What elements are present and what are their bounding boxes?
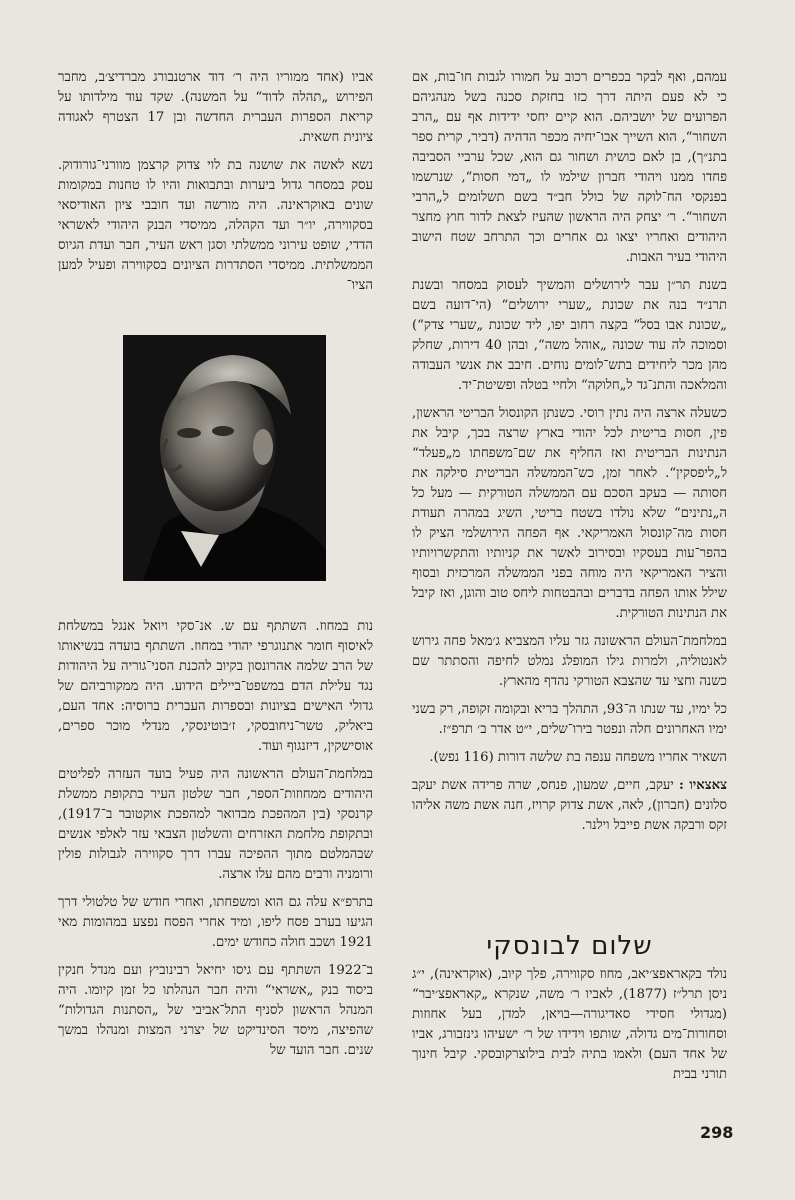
left-bottom-column — [58, 617, 373, 1069]
paragraph: אביו (אחד ממוריו היה ר׳ דוד ארטנבורג מברדיצ׳ב, מחבר הפירוש „תהלה לדוד“ על המשנה). שקד עוד מילדותו על קריאת הספרות העברית החדשה ובן 17 הצטרף לאגודה ציונית חשאית. — [58, 70, 373, 145]
paragraph: ב־1922 השתתף עם גיסו יחיאל רבינוביץ ועם מנדל חנקין ביסוד בנק „אשראי“ והיה חבר הנהלתו כל זמן קיומו. היה המנהל הראשון לסניף התל־אביבי של „הסתנות הגדולות“ שהפיצה, מיסד הסינדיקט של יצרני המצות ומנהלו במשך שנים. חבר הועד של — [58, 963, 373, 1058]
section-title: שלום לבונסקי — [486, 931, 653, 961]
paragraph: במלחמת־העולם הראשונה היה פעיל בועד העזרה לפליטים היהודים ממחוזות־הספר, חבר שלטון העיר בתקופת ממשלת קרנסקי (בין המהפכת מבדואר למהפכת אוקטובר ב־1917), ובתקופת מלחמת האזרחים והשלטון הצבאי עזר לאלפי אנשים שבהמלטם מתוך ההפיכה עברו דרך סקווירה לגבולות פולין ורומניה ורבים מהם עלו ארצה. — [58, 767, 373, 882]
paragraph: נולד בקאראפצ׳יאב, מחוז סקווירה, פלך קיוב, (אוקראינה), י״ג ניסן תרל״ז (1877), לאביו ר׳ משה, שנקרא „קאראפצ׳יבר“ (מגדולי חסידי סאדיגורה—בויאן, למדן, בעל אחוזות וסחורות־מים גדולה, שותפו וידידו של ר׳ ישעיהו גינזבורג, אביו של אחד העם) ולאמו בתיה לבית בילוצרקובסקי. קיבל חינוך תורני בבית — [412, 967, 727, 1082]
paragraph: בשנת תר״ן עבר לירושלים והמשיך לעסוק במסחר ובשנת תרנ״ד בנה את שכונת „שערי ירושלים“ (הי־דועה בשם „שכונת אבו בסל“ בקצה רחוב יפו, ליד שכונת „שערי צדק“) וסמוכה לה עוד שכונה „אוהל משה“, ובהן 40 דירות, שחלק מהן מכר ליחידים בתש־לומים נוחים. חיבב את אנשי העבודה והמלאכה והתנ־גד ל„חלוקה“ ולחיי בטלה ופשיטת־יד. — [412, 278, 727, 393]
portrait-photo-icon — [123, 335, 326, 581]
paragraph: נות במחוז. השתתף עם ש. אנ־סקי ויואל אנגל במשלחת לאיסוף חומר אתנוגרפי יהודי במחוז. השתתף בועדה בנשיאותו של הרב שלמה אהרונסון בקיוב להכנת הסני־גוריה על היהודות נגד עלילת הדם במשפט־ביילים הידוע. היה ממקורביהם של גדולי האישים בציונות ובספרות העברית ברוסיה: אחד העם, ביאליק, טשר־ניחובסקי, ז׳בוטינסקי, מנדלי מוכר ספרים, אוסישקין, דיזנגוף ועוד. — [58, 619, 373, 754]
paragraph: במלחמת־העולם הראשונה גזר עליו המצביא ג׳מאל פחה גירוש לאנטוליה, ולמרות גילו המופלג נמלט לחיפה והסתתר שם כשנה וחצי עד שהצבא הטורקי נהדף מהארץ. — [412, 634, 727, 689]
paragraph: השאיר אחריו משפחה ענפה בת שלשה דורות (116 נפש). — [429, 750, 727, 765]
descendants-text: יעקב, חיים, שמעון, פנחס, שרה פרידה אשת יעקב סלונים (חברון), לאה, אשת צדוק קרויז, חנה אשת משה אליהו זקס ורבקה אשת פייבל וילנר. — [412, 778, 727, 833]
right-bottom-column — [412, 965, 727, 1093]
paragraph: כשעלה ארצה היה נתין רוסי. כשנתן הקונסול הבריטי הראשון, פין, חסות בריטית לכל יהודי בארץ שרצה בכך, קיבל את הנתינות הבריטית ואז החליף את שם־משפחתו מ„פעלד“ ל„ליפסקין“. לאחר זמן, כש־הממשלה הבריטית סילקה את חסותה — בעקב הסכם עם הממשלה הטורקית — מעל כל ה„נתינים“ שלא נולדו בשטח בריטי, השיג במהרה תעודת חסות מה־קונסול האמריקאי. אף הפחה הירושלמי הציק לו בהפר־עות בעסקיו ובסירוב לאשר את קניותיו והתקשרויותיו והציר האמריקאי היה מוחה בפני הממשלה המרכזית ובסוף שילל אותו הפחה בדברים ובהבטחות ליחס טוב והוגן, ואז קיבל את הנתינות הטורקית. — [412, 406, 727, 621]
descendants-paragraph — [412, 776, 727, 836]
paragraph: עמהם, ואף לבקר בכפרים רכוב על חמורו לגבות חו־בות, אם כי לא פעם היתה דרך כזו בחזקת סכנה בשל מנהגיהם הפרועים של יושביהם. הוא קיים יחסי ידידות אף עם „הרב השחור“, הוא השייך אבו־יחיה מכפר הדהיה (דביר, קרית ספר בתנ״ך), בן לאם כושית ושחור גם הוא, שכל ערביי הסביבה פחדו ממנו ויהודי חברון שילמו לו „דמי חסות“, שנרשמו בפנקסי הח־לוקה של כולל חב״ד בשם תשלומים ל„הרבי השחור“. ר׳ יצחק היה הראשון שהעיז לצאת לדור חוץ מחצר היהודים ואחריו יצאו גם אחרים וכך התרחב שטח הישוב היהודי בעיר האבות. — [412, 70, 727, 265]
left-top-column — [58, 68, 373, 304]
descendants-label: צאצאיו : — [678, 778, 727, 793]
paragraph: בתרפ״א עלה גם הוא ומשפחתו, ואחרי חודש של טלטולי דרך הגיעו בערב פסח ליפו, ומיד אחרי הפסח נפצע במהומות מאי 1921 ושכב חולה כחודש ימים. — [58, 895, 373, 950]
right-column — [412, 68, 727, 844]
page-number: 298 — [700, 1123, 734, 1142]
paragraph: נשא לאשה את שושנה בת לוי צדוק קרצמן מוורני־גורודוק. עסק במסחר גדול ביערות ובתבואות והיו לו טחנות במקומות שונים באוקראינה. היה מורשה ועד חובבי ציון האודיסאי בסקווירה, יו״ר ועד הקהלה, ממיסדי הבנק היהודי לאשראי הדדי, שופט עירוני ממשלתי וסגן ראש העיר, חבר ועדת הגיוס הממשלתית. ממיסדי הסתדרות הציונים בסקווירה ופעיל למען הציו־ — [58, 158, 373, 293]
paragraph: כל ימיו, עד שנתו ה־93, התהלך בריא ובקומה זקופה, רק בשני ימיו האחרונים חלה ונפטר בירו־שלים, י״ט אדר ב׳ תרפ״ז. — [412, 702, 727, 737]
portrait-photo — [123, 335, 326, 581]
